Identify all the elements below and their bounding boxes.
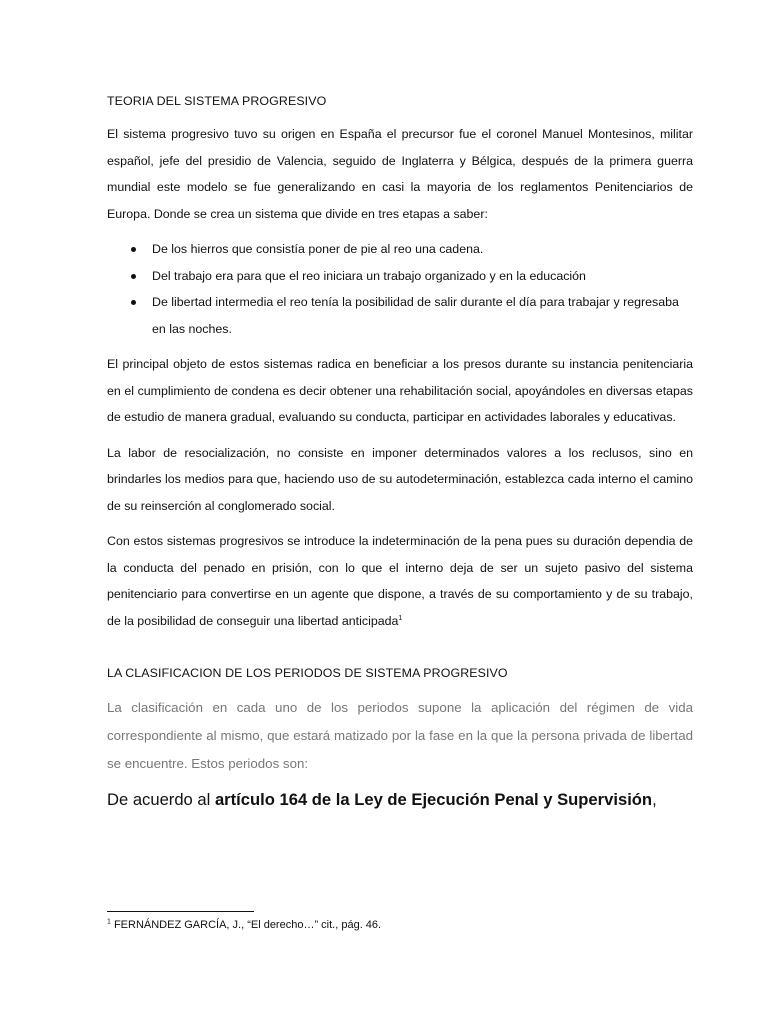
- section-heading-teoria: TEORIA DEL SISTEMA PROGRESIVO: [107, 94, 327, 108]
- document-body: [107, 92, 693, 812]
- list-item-text: De los hierros que consistía poner de pie al reo una cadena.: [152, 242, 484, 256]
- footnote-marker: 1: [107, 918, 111, 926]
- citation-prefix: De acuerdo al: [107, 790, 215, 809]
- footnote-reference: 1: [398, 614, 403, 622]
- list-item-text: Del trabajo era para que el reo iniciara un trabajo organizado y en la educación: [152, 268, 586, 283]
- paragraph-indeterminacion-text: Con estos sistemas progresivos se introduce la indeterminación de la pena pues su duración dependia de la conducta del penado en prisión, con lo que el interno deja de ser un sujeto pasivo del sistema penitenciario para convertirse en un agente que dispone, a través de su comportamiento y de su trabajo, de la posibilidad de conseguir una libertad anticipada: [107, 534, 693, 628]
- list-item-text: De libertad intermedia el reo tenía la posibilidad de salir durante el día para trabajar y regresaba en las noches.: [152, 295, 679, 336]
- bullet-icon: [131, 247, 136, 252]
- bullet-icon: [131, 300, 136, 305]
- citation-line: [107, 788, 693, 812]
- bullet-icon: [131, 274, 136, 279]
- paragraph-objeto: El principal objeto de estos sistemas radica en beneficiar a los presos durante su instancia penitenciaria en el cumplimiento de condena es decir obtener una rehabilitación social, apoyándoles en diversas etapas de estudio de manera gradual, evaluando su conducta, participar en actividades laborales y educativas.: [107, 357, 693, 424]
- footnote-separator: [107, 911, 254, 912]
- footnote: [107, 918, 381, 932]
- footnote-text: FERNÁNDEZ GARCÍA, J., “El derecho…” cit., pág. 46.: [110, 919, 382, 931]
- list-item: [107, 263, 693, 290]
- section-heading-clasificacion: LA CLASIFICACION DE LOS PERIODOS DE SISTEMA PROGRESIVO: [107, 666, 508, 680]
- citation-suffix: ,: [652, 790, 657, 809]
- list-item: [107, 236, 693, 263]
- list-item: [107, 289, 693, 342]
- paragraph-indeterminacion: [107, 528, 693, 634]
- citation-article: artículo 164 de la Ley de Ejecución Penal y Supervisión: [214, 790, 653, 809]
- etapas-list: [107, 236, 693, 342]
- paragraph-origen: El sistema progresivo tuvo su origen en España el precursor fue el coronel Manuel Montesinos, militar español, jefe del presidio de Valencia, seguido de Inglaterra y Bélgica, después de la primera guerra mundial este modelo se fue generalizando en casi la mayoria de los reglamentos Penitenciarios de Europa. Donde se crea un sistema que divide en tres etapas a saber:: [107, 127, 693, 221]
- paragraph-clasificacion: La clasificación en cada uno de los periodos supone la aplicación del régimen de vida correspondiente al mismo, que estará matizado por la fase en la que la persona privada de libertad se encuentre. Estos periodos son:: [107, 700, 693, 771]
- paragraph-resocializacion: La labor de resocialización, no consiste en imponer determinados valores a los reclusos, sino en brindarles los medios para que, haciendo uso de su autodeterminación, establezca cada interno el camino de su reinserción al conglomerado social.: [107, 445, 693, 513]
